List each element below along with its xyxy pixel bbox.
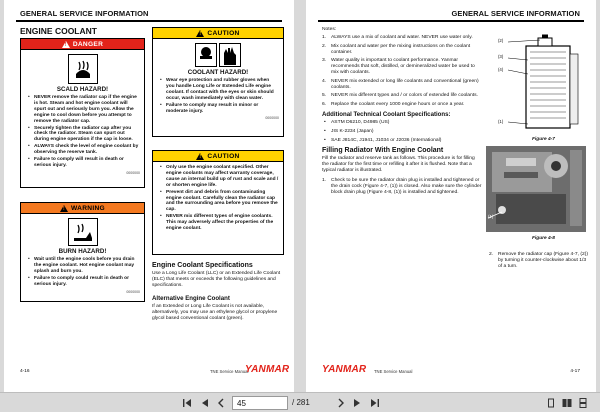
warning-signal xyxy=(21,203,144,214)
danger-hazard-title: SCALD HAZARD! xyxy=(56,86,109,93)
yanmar-logo: YANMAR xyxy=(322,364,367,375)
goggles-gloves-icon xyxy=(195,43,241,67)
fill-heading: Filling Radiator With Engine Coolant xyxy=(322,147,444,155)
page-total: / 281 xyxy=(292,398,310,407)
caution-hazard-title: COOLANT HAZARD! xyxy=(187,69,249,76)
figure-4-8-caption: Figure 4-8 xyxy=(532,236,555,241)
scroll-up-button[interactable] xyxy=(214,396,228,410)
left-page xyxy=(4,0,294,392)
chevron-left-icon xyxy=(216,398,226,408)
coolant-specs-section xyxy=(152,258,284,323)
tech-spec-item: • ASTM D6210, D4985 (US) xyxy=(324,120,482,126)
caution-signal xyxy=(153,28,283,39)
caution-bullet: • Prevent dirt and debris from contaminating engine coolant. Carefully clean the radiator cap and the surrounding area before you remove the cap. xyxy=(160,190,279,214)
spec-heading: Engine Coolant Specifications xyxy=(152,262,253,269)
tech-spec-item: • SAE J814C, J1941, J1034 or J2036 (International) xyxy=(324,138,482,144)
caution-box-specs xyxy=(152,150,284,255)
burn-hazard-icon xyxy=(68,218,98,246)
tech-heading: Additional Technical Coolant Specifications: xyxy=(322,110,451,118)
note-item: 3. Water quality is important to coolant performance. Yanmar recommends that soft, distilled, or demineralized water be used to mix with coolants. xyxy=(322,58,475,76)
header-rule xyxy=(318,20,584,22)
warning-hazard-title: BURN HAZARD! xyxy=(58,248,107,255)
alert-triangle-icon xyxy=(196,153,204,160)
warning-label: WARNING xyxy=(71,204,105,212)
page-header: GENERAL SERVICE INFORMATION xyxy=(20,9,149,18)
two-page-icon xyxy=(562,398,572,408)
page-number: 4-16 xyxy=(20,369,30,374)
prev-page-button[interactable] xyxy=(198,396,212,410)
danger-signal xyxy=(21,39,144,50)
section-title: ENGINE COOLANT xyxy=(20,26,97,36)
danger-bullet: • NEVER remove the radiator cap if the engine is hot. Steam and hot engine coolant will spurt out and seriously burn you. Allow the engine to cool down before you attempt to remove the radiator cap. xyxy=(28,95,140,125)
danger-code: 0000000 xyxy=(126,170,140,175)
spec-text: Use a Long Life Coolant (LLC) or an Extended Life Coolant (ELC) that meets or exceeds the following guidelines and specifications. xyxy=(152,271,281,289)
right-page xyxy=(306,0,596,392)
danger-bullet: • ALWAYS check the level of engine coolant by observing the reserve tank. xyxy=(28,144,140,156)
caution-bullet: • Only use the engine coolant specified. Other engine coolants may affect warranty coverage, cause an internal build up of rust and scale and / or shorten engine life. xyxy=(160,165,279,189)
alt-text: If an Extended or Long Life Coolant is not available, alternatively, you may use an ethylene glycol or propylene glycol based conventional coolant (green). xyxy=(152,304,278,322)
note-item: 2. Mix coolant and water per the mixing instructions on the coolant container. xyxy=(322,43,471,55)
single-page-icon xyxy=(546,398,556,408)
fig8-callout: (1) xyxy=(488,214,494,219)
danger-bullet: • Failure to comply will result in death or serious injury. xyxy=(28,157,140,169)
fig7-callout: (2) xyxy=(498,38,504,43)
fig7-callout: (4) xyxy=(498,67,504,72)
fill-text: Fill the radiator and reserve tank as follows. This procedure is for filling the radiator for the first time or refilling it after it is flushed. Note that a typical radiator is illustrated. xyxy=(322,156,475,174)
manual-name: TNE Service Manual xyxy=(374,369,413,374)
alert-triangle-icon xyxy=(62,41,70,48)
caution-signal xyxy=(153,151,283,162)
danger-bullet: • Securely tighten the radiator cap after you check the radiator. Steam can spurt out during engine operation if the cap is loose. xyxy=(28,126,140,144)
warning-bullet: • Failure to comply could result in death or serious injury. xyxy=(28,276,140,288)
caution-bullet: • Failure to comply may result in minor or moderate injury. xyxy=(160,103,279,115)
caution-bullet: • NEVER mix different types of engine coolants. This may adversely affect the properties of the engine coolant. xyxy=(160,214,279,232)
manual-name: TNE Service Manual xyxy=(210,369,249,374)
continuous-pages-icon xyxy=(578,398,588,408)
caution-box-coolant xyxy=(152,27,284,137)
last-page-button[interactable] xyxy=(368,396,382,410)
caution-label: CAUTION xyxy=(207,29,240,37)
warning-box xyxy=(20,202,145,302)
danger-box xyxy=(20,38,145,188)
scald-hazard-icon xyxy=(68,54,98,84)
note-item: 6. Replace the coolant every 1000 engine hours or once a year. xyxy=(322,101,465,107)
yanmar-logo: YANMAR xyxy=(245,364,290,375)
step-item: 2. Remove the radiator cap (Figure 4-7, (2)) by turning it counter-clockwise about 1/3 of a turn. xyxy=(489,252,589,270)
step-item: 1. Check to be sure the radiator drain plug is installed and tightened or the drain cock (Figure 4-7, (1)) is closed. Also make sure the cylinder block drain plug (Figure 4-8, (1)) is installed and tightened. xyxy=(322,177,482,195)
prev-page-icon xyxy=(200,398,210,408)
fig7-callout: (1) xyxy=(498,119,504,124)
notes-section xyxy=(322,27,482,198)
notes-label: Notes: xyxy=(322,27,337,32)
page-header: GENERAL SERVICE INFORMATION xyxy=(451,9,580,18)
next-page-icon xyxy=(352,398,362,408)
engine-block-figure xyxy=(486,146,586,232)
first-page-icon xyxy=(182,398,192,408)
page-number: 4-17 xyxy=(570,369,580,374)
chevron-right-icon xyxy=(336,398,346,408)
warning-code: 0000000 xyxy=(126,289,140,294)
alert-triangle-icon xyxy=(60,205,68,212)
note-item: 5. NEVER mix different types and / or colors of extended life coolants. xyxy=(322,93,479,99)
caution-label: CAUTION xyxy=(207,152,240,160)
viewer-toolbar xyxy=(0,392,600,412)
figure-4-7-caption: Figure 4-7 xyxy=(532,137,555,142)
fig7-callout: (3) xyxy=(498,54,504,59)
danger-label: DANGER xyxy=(72,40,104,48)
caution-bullet: • Wear eye protection and rubber gloves when you handle Long Life or Extended Life engine coolant. If contact with the eyes or skin should occur, wash immediately with clean water. xyxy=(160,78,279,102)
next-page-button[interactable] xyxy=(350,396,364,410)
page-number-input[interactable]: 45 xyxy=(232,396,288,410)
header-rule xyxy=(16,20,282,22)
alt-heading: Alternative Engine Coolant xyxy=(152,295,230,303)
continuous-view-button[interactable] xyxy=(576,396,590,410)
scroll-down-button[interactable] xyxy=(334,396,348,410)
caution-code: 0000000 xyxy=(265,116,279,121)
last-page-icon xyxy=(370,398,380,408)
tech-spec-item: • JIS K-2234 (Japan) xyxy=(324,129,482,135)
note-item: 4. NEVER mix extended or long life coolants and conventional (green) coolants. xyxy=(322,78,479,90)
note-item: 1. ALWAYS use a mix of coolant and water. NEVER use water only. xyxy=(322,35,473,41)
radiator-figure xyxy=(498,34,584,132)
single-page-view-button[interactable] xyxy=(544,396,558,410)
warning-bullet: • Wait until the engine cools before you drain the engine coolant. Hot engine coolant may splash and burn you. xyxy=(28,257,140,275)
first-page-button[interactable] xyxy=(180,396,194,410)
alert-triangle-icon xyxy=(196,30,204,37)
two-page-view-button[interactable] xyxy=(560,396,574,410)
